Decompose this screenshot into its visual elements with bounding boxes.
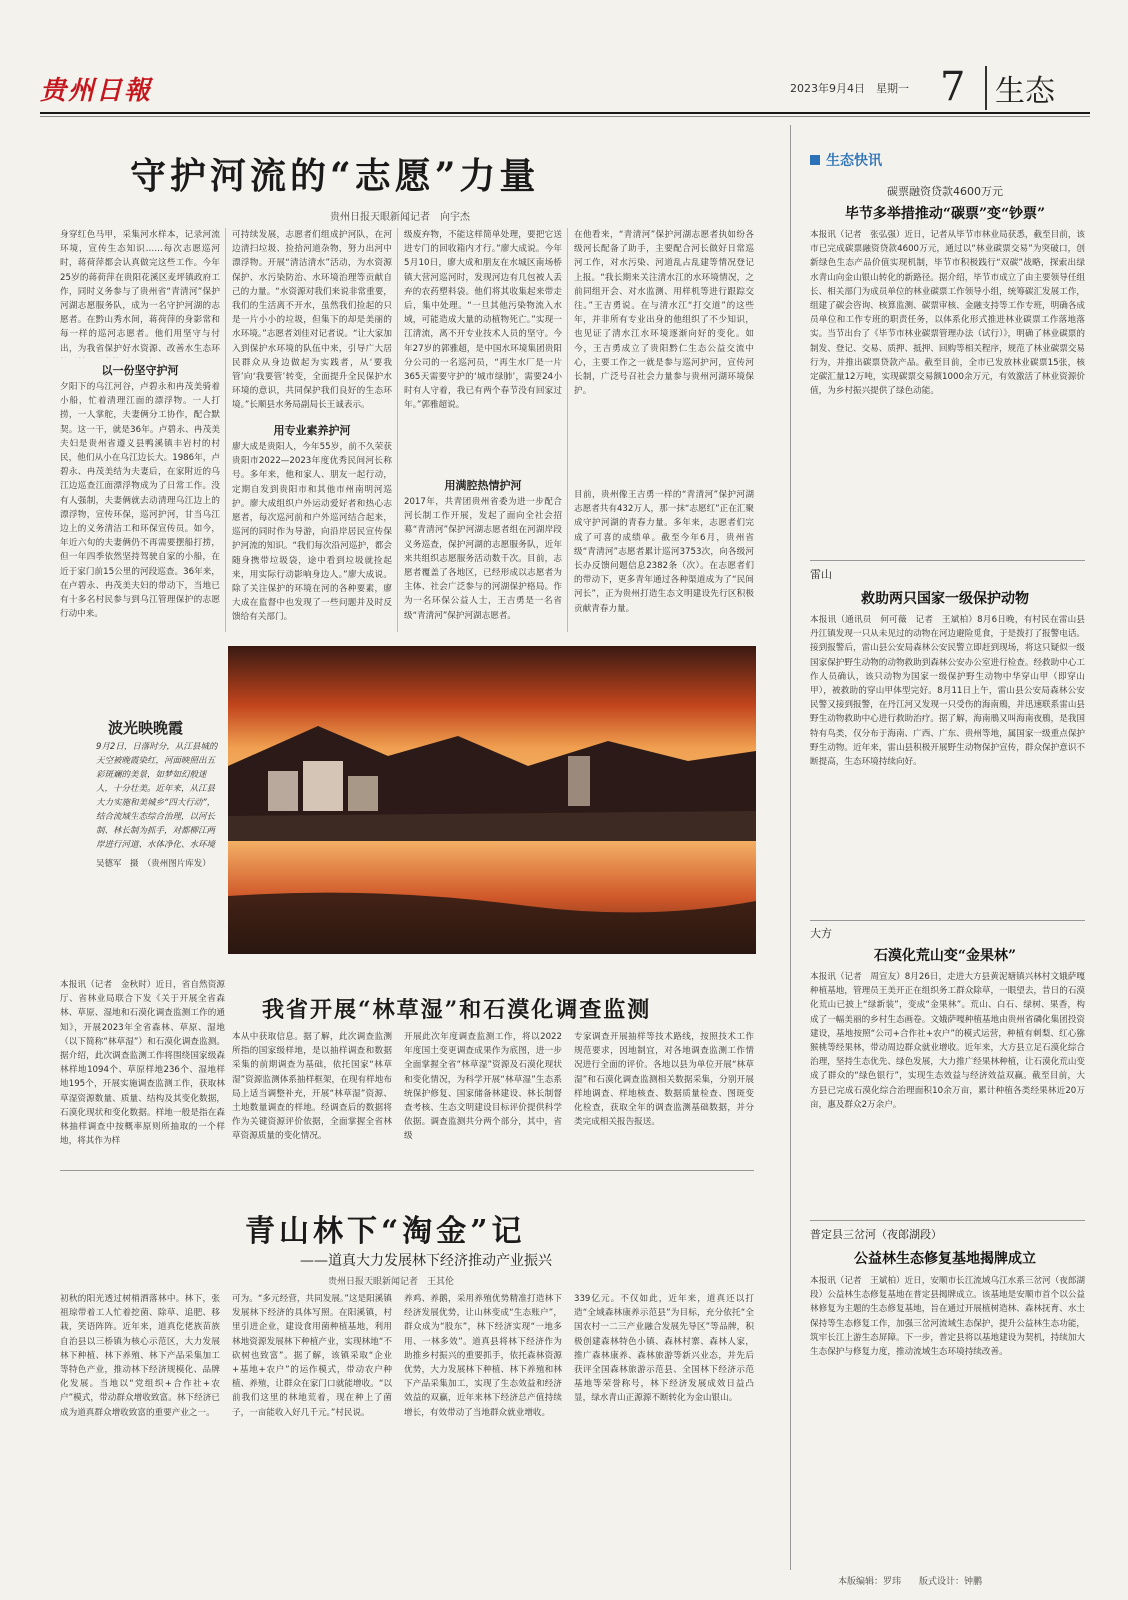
square-bullet-icon (810, 155, 820, 165)
article3-byline: 贵州日报天眼新闻记者 王其伦 (328, 1277, 455, 1287)
news3-body: 本报讯（记者 周宣友）8月26日，走进大方县黄泥塘镇兴林村文娥萨嘎种植基地，管理员王美开正在组织务工群众除草，一眼望去，昔日的石漠化荒山已披上“绿新装”，变成“金果林”。荒山、白石、绿树、果香，构成了一幅美丽的乡村生态画卷。文娥萨嘎种植基地由贵州省磷化集团投资建设，基地按照“公司+合作社+农户”的模式运营，种植有刺梨、红心猕猴桃等经果林，带动周边群众就业增收。近年来，大方县立足石漠化综合治理，坚持生态优先、绿色发展，大力推广经果林种植，让石漠化荒山变成了群众的“绿色银行”，实现生态效益与经济效益双赢。截至目前，大方县已完成石漠化综合治理面积10余万亩，累计种植各类经果林近20万亩，惠及群众2万余户。 (810, 972, 1085, 1110)
sidebar-label: 生态快讯 (810, 150, 882, 170)
article2-col3: 开展此次年度调查监测工作，将以2022年度国土变更调查成果作为底图，进一步全面掌握全省“林草湿”资源及石漠化现状和变化情况，为科学开展“林草湿”生态系统保护修复、国家储备林建设、林长制督查考核、生态文明建设目标评价提供科学依据。调查监测共分两个部分，其中，省级 (404, 1032, 562, 1142)
article3-subheadline: ——道真大力发展林下经济推动产业振兴 (300, 1253, 552, 1269)
article3-col4: 339亿元。不仅如此，近年来，道真还以打造“全域森林康养示范县”为目标，充分依托“全国农村一二三产业融合发展先导区”等品牌，积极创建森林特色小镇、森林村寨、森林人家，推广森林康养、森林旅游等新兴业态，并先后获评全国森林旅游示范县、全国林下经济示范基地等荣誉称号，林下经济发展成效日益凸显，绿水青山正源源不断转化为金山银山。 (574, 1294, 754, 1404)
article3-col3: 养鸡、养鹅，采用养殖优势精准打造林下经济发展优势，让山林变成“生态账户”，群众成为“股东”，林下经济实现“一地多用、一林多效”。道真县将林下经济作为助推乡村振兴的重要抓手，依托森林资源优势，大力发展林下种植、林下养殖和林下产品采集加工，实现了生态效益和经济效益的双赢，近年来林下经济总产值持续增长，有效带动了当地群众就业增收。 (404, 1294, 562, 1418)
news2-place: 雷山 (810, 568, 832, 581)
issue-date: 2023年9月4日 星期一 (790, 82, 909, 95)
subhead-2: 用专业素养护河 (273, 424, 351, 437)
article3-headline: 青山林下“淘金”记 (245, 1214, 526, 1249)
subhead-3: 用满腔热情护河 (444, 479, 522, 492)
photo-title: 波光映晚霞 (108, 719, 184, 737)
main-col1-intro: 身穿红色马甲，采集河水样本，记录河流环境，宣传生态知识……每次志愿巡河时，蒋荷萍都会认真做完这些工作。今年25岁的蒋荷萍在贵阳花溪区麦坪镇政府工作，同时义务参与了贵州省“青清河”保护河湖志愿服务队，成为一名守护河湖的志愿者。在黔山秀水间，蒋荷萍的身影常和每一样的巡河志愿者。他们用坚守与付出，为我省保护好水资源、改善水生态环 (60, 230, 220, 354)
main-col3-body: 2017年，共青团贵州省委为进一步配合河长制工作开展，发起了面向全社会招募“青清河”保护河湖志愿者组在河湖岸段义务巡查，保护河湖的志愿服务队，近年来共组织志愿服务活动数千次。目前，志愿者覆盖了各地区，已经形成以志愿者为主体、社会广泛参与的河湖保护格局。作为一名环保公益人士，王吉勇是一名省级“青清河”保护河湖志愿者。 (404, 497, 562, 621)
article3-col1: 初秋的阳光透过树梢洒落林中。林下，张祖琼带着工人忙着挖菌、除草、追肥、移栽，笑语阵阵。近年来，道真仡佬族苗族自治县以三桥镇为核心示范区，大力发展林下种植、林下养殖、林下产品采集加工等特色产业，推动林下经济规模化、品牌化发展。当地以“党组织+合作社+农户”模式，带动群众增收致富。林下经济已成为道真群众增收致富的重要产业之一。 (60, 1294, 220, 1418)
column-separator (567, 228, 568, 632)
article3-col2: 可为。“多元经营，共同发展。”这是阳溪镇发展林下经济的具体写照。在阳溪镇，村里引进企业，建设食用菌种植基地，利用林地资源发展林下种植产业，实现林地“不砍树也致富”。据了解，该镇采取“企业+基地+农户”的运作模式，带动农户种植、养殖，让群众在家门口就能增收。“以前我们这里的林地荒着，现在种上了菌子，一亩能收入好几千元。”村民说。 (232, 1294, 392, 1418)
column-separator (225, 228, 226, 632)
main-headline: 守护河流的“志愿”力量 (130, 155, 540, 197)
page-section: 生态 (985, 66, 1055, 110)
photo-caption: 9月2日，日落时分，从江县城的天空被晚霞染红，河面映照出五彩斑斓的美景，如梦如幻般迷人，十分壮美。近年来，从江县大力实施和美城乡“四大行动”，结合流域生态综合治理，以河长制、林长制为抓手，对都柳江两岸进行河道、水体净化、水环境 (96, 742, 218, 850)
news1-body: 本报讯（记者 张弘强）近日，记者从毕节市林业局获悉，截至目前，该市已完成碳票融资贷款4600万元，通过以“林业碳票交易”为突破口，创新绿色生态产品价值实现机制，毕节市积极践行“双碳”战略，探索出绿水青山向金山银山转化的新路径。据介绍，毕节市成立了由主要领导任组长、相关部门为成员单位的林业碳票工作领导小组，统筹碳汇发展工作，组建了碳会咨询、核算监测、碳票审核、金融支持等工作专班，明确各成员单位和工作专班的职责任务，以体系化形式推进林业碳票工作落地落实。当节出台了《毕节市林业碳票管理办法（试行）》，明确了林业碳票的制发、登记、交易、质押、抵押、回购等相关程序，规范了林业碳票交易行为，并推出碳票贷款产品。截至目前，全市已发放林业碳票15张，核定碳汇量12万吨，实现碳票交易额1000余万元，有效激活了林业资源价值，为乡村振兴提供了绿色动能。 (810, 230, 1085, 397)
news1-subheadline: 碳票融资贷款4600万元 (887, 185, 1003, 198)
news4-place: 普定县三岔河（夜郎湖段） (810, 1228, 942, 1241)
main-col1-body: 夕阳下的乌江河谷，卢碧永和冉茂美骑着小船，忙着清理江面的漂浮物。一人打捞，一人掌舵，夫妻俩分工协作，配合默契。这一干，就是36年。卢碧永、冉茂美夫妇是贵州省遵义县鸭溪镇丰岩村的村民，他们从小在乌江边长大。1986年，卢碧永、冉茂美结为夫妻后，在家附近的乌江边巡查江面漂浮物成为了日常工作。没有人强制，夫妻俩就去动清理乌江边上的漂浮物，宣传环保，巡河护河，甘当乌江边上的义务清洁工和环保宣传员。如今，年近六旬的夫妻俩仍不再需要摆船打捞，但一年四季依然坚持驾驶自家的小船，在近于家门前15公里的河段巡查。36年来，在卢碧永、冉茂美夫妇的带动下，当地已有十多名村民参与到乌江管理保护的志愿行动中来。 (60, 382, 220, 620)
newspaper-logo: 贵州日報 (40, 76, 153, 106)
news4-body: 本报讯（记者 王斌柏）近日，安顺市长江流域乌江水系三岔河（夜郎湖段）公益林生态修复基地在普定县揭牌成立。该基地是安顺市首个以公益林修复为主题的生态修复基地，旨在通过开展植树造林、森林抚育、水土保持等生态修复工作，加强三岔河流域生态保护，提升公益林生态功能，筑牢长江上游生态屏障。下一步，普定县将以基地建设为契机，持续加大生态保护与修复力度，推动流域生态环境持续改善。 (810, 1276, 1085, 1358)
main-col2-body: 廖大成是贵阳人，今年55岁，前不久荣获贵阳市2022—2023年度优秀民间河长称号。多年来，他和家人、朋友一起行动，定期自发到贵阳市和其他市州南明河巡护。廖大成组织户外运动爱好者和热心志愿者，每次巡河前和户外巡河结合起来，巡河的同时作为导游，向沿岸居民宣传保护河流的知识。“我们每次沿河巡护，都会随身携带垃圾袋，途中看到垃圾就捡起来，用实际行动影响身边人。”廖大成说。除了关注保护的环境在河的各种要素，廖大成在监督中也发现了一些问题并及时反馈给有关部门。 (232, 442, 392, 623)
article2-col4: 专家调查开展抽样等技术路线，按照技术工作规范要求，因地制宜，对各地调查监测工作情况进行全面的评价。各地以县为单位开展“林草湿”和石漠化调查监测相关数据采集，分别开展样地调查、样地核查、数据质量检查、图斑变化检查，获取全年的调查监测基础数据，并分类完成相关报告报送。 (574, 1032, 754, 1128)
sidebar-separator (790, 125, 791, 1570)
top-rule (40, 112, 1090, 114)
main-byline: 贵州日报天眼新闻记者 向宇杰 (330, 212, 470, 223)
page-footer: 本版编辑：罗玮 版式设计：钟鹏 (838, 1577, 983, 1587)
article2-col2: 本从中获取信息。据了解，此次调查监测所指的国家级样地，是以抽样调查和数据采集的前期调查为基础，依托国家“林草湿”资源监测体系抽样框架，在现有样地布局上适当调整补充，开展“林草湿”资源、土地数量调查的样地。经调查后的数据将作为关键资源评价依据，全面掌握全省林草资源质量的变化情况。 (232, 1032, 392, 1142)
news3-place: 大方 (810, 927, 832, 940)
sunset-river-photo (228, 646, 756, 954)
main-col2-intro: 可持续发展，志愿者们组成护河队，在河边清扫垃圾、捡拾河道杂物，努力出河中漂浮物。开展“清洁清水”活动，为水资源保护、水污染防治、水环境治理等贡献自己的力量。“水资源对我们来说非常重要，我们的生活离不开水，虽然我们捡起的只是一片小小的垃圾，但集下的却是美丽的水环境。”志愿者刘佳对记者说。“让大家加入到保护水环境的队伍中来，引导广大居民群众从身边做起为实践者，从‘要我管’向‘我要管’转变，全面提升全民保护水环境的意识，共同保护我们良好的生态环境。”长顺县水务局副局长王诚表示。 (232, 230, 392, 411)
main-col4-body: 目前，贵州像王吉勇一样的“青清河”保护河湖志愿者共有432万人，那一抹“志愿红”正在汇聚成守护河湖的青春力量。多年来，志愿者们完成了可喜的成绩单。截至今年6月，贵州省级“青清河”志愿者累计巡河3753次，向各级河长办反馈问题信息2382条（次）。在志愿者们的带动下，更多青年通过各种渠道成为了“民间河长”，正为贵州打造生态文明建设先行区积极贡献青春力量。 (574, 490, 754, 614)
news2-headline: 救助两只国家一级保护动物 (861, 591, 1029, 607)
main-col4-intro: 在他看来，“青清河”保护河湖志愿者执如纷各级河长配备了助手，主要配合河长做好日常巡河工作，对水污染、河道乱占乱建等情况登记上报。“我长期来关注清水江的水环境情况，之前同组开会、对水监测、用样机等进行跟踪交往。”王吉勇说。在与清水江“打交道”的这些年，并非所有专业出身的他组织了不少知识，也见证了清水江水环境逐渐向好的变化。如今，王吉勇成立了贵阳黔仁生态公益交流中心，主要工作之一就是参与巡河护河，宣传河长制，广泛号召社会力量参与贵州河湖环境保护。 (574, 230, 754, 397)
top-rule-thin (40, 116, 1090, 117)
main-col3-intro: 级废弃物，不能这样简单处理，要把它送进专门的回收箱内才行。”廖大成说。今年5月10日，廖大成和朋友在水城区南场桥镇大营河巡河时，发现河边有几包被人丢弃的农药塑料袋。他们将其收集起来带走后，集中处理。“一旦其他污染物流入水域，可能造成大量的动植物死亡。”实现一江清流，离不开专业技术人员的坚守。今年27岁的郭雅超，是中国水环境集团贵阳分公司的一名巡河员，“再生水厂是一片365天需要守护的‘城市绿肺’，需要24小时有人守着，我已有两个春节没有回家过年。”郭雅超说。 (404, 230, 562, 411)
subhead-1: 以一份坚守护河 (101, 364, 179, 377)
photo-credit: 吴德军 摄 （贵州图片库发） (96, 859, 211, 869)
section-divider (60, 1170, 754, 1171)
article2-headline: 我省开展“林草湿”和石漠化调查监测 (262, 997, 652, 1023)
news3-headline: 石漠化荒山变“金果林” (873, 948, 1017, 964)
page-number: 7 (940, 64, 966, 110)
news1-headline: 毕节多举措推动“碳票”变“钞票” (844, 206, 1046, 222)
sidebar-divider (810, 1220, 1085, 1221)
article2-col1: 本报讯（记者 金秋时）近日，省自然资源厅、省林业局联合下发《关于开展全省森林、草原、湿地和石漠化调查监测工作的通知》，开展2023年全省森林、草原、湿地（以下简称“林草湿”）和石漠化调查监测。据介绍，此次调查监测工作将围绕国家级森林样地1094个、草原样地236个、湿地样地195个，开展实施调查监测工作，获取林草湿资源数量、质量、结构及其变化数据，石漠化现状和变化数据。样地一般是指在森林抽样调查中按概率原则所抽取的一个样地，将其作为样 (60, 980, 225, 1147)
column-separator (397, 228, 398, 632)
sidebar-divider (810, 560, 1085, 561)
news2-body: 本报讯（通讯员 何可薇 记者 王斌柏）8月6日晚，有村民在雷山县丹江镇发现一只从未见过的动物在河边避险觅食，于是拨打了报警电话。接到报警后，雷山县公安局森林公安民警立即赶到现场，将这只疑似一级国家保护野生动物的动物救助到森林公安办公室进行检查。经救助中心工作人员确认，该只动物为国家一级保护野生动物中华穿山甲（即穿山甲），被救助的穿山甲体型完好。8月11日上午，雷山县公安局森林公安民警又接到报警，在丹江河又发现一只受伤的海南鳽，并迅速联系雷山县野生动物救助中心进行救助治疗。据了解，海南鳽又叫海南夜鳽，是我国特有鸟类，仅分布于海南、广西、广东、贵州等地，属国家一级重点保护野生动物。近年来，雷山县积极开展野生动物保护宣传，群众保护意识不断提高，生态环境持续向好。 (810, 615, 1085, 768)
sidebar-divider (810, 920, 1085, 921)
news4-headline: 公益林生态修复基地揭牌成立 (854, 1251, 1036, 1267)
